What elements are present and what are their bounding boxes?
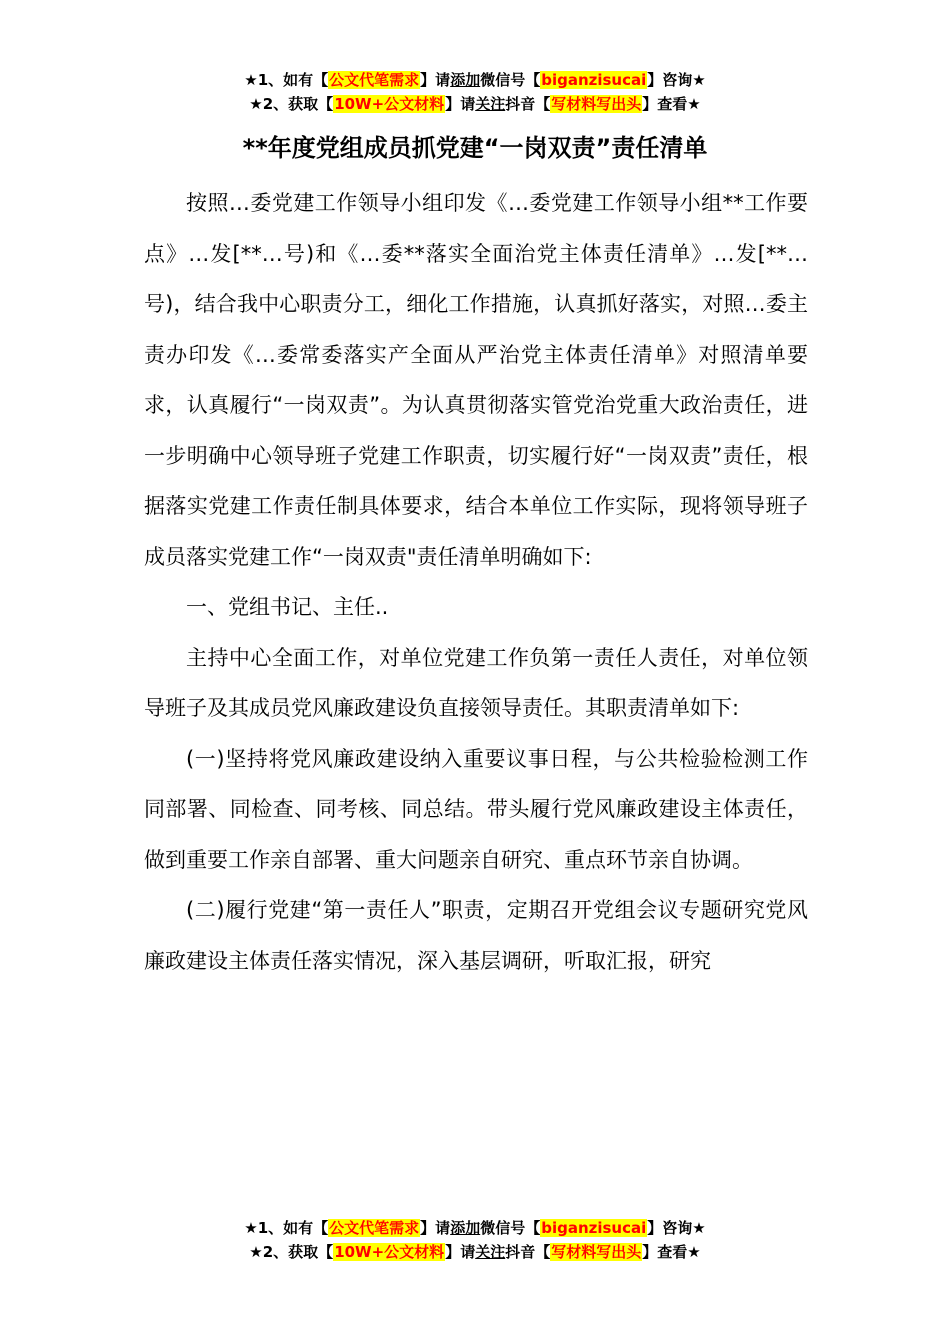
banner-text: 】咨询★ [647,71,706,89]
document-body [144,178,808,986]
banner-text: 】请 [420,71,451,89]
document-title: **年度党组成员抓党建“一岗双责”责任清单 [242,134,708,162]
banner-line-2 [0,1240,950,1264]
banner-line-2 [0,92,950,116]
banner-line-1 [0,68,950,92]
footer-banner [0,1216,950,1264]
banner-highlight: 10W+公文材料 [334,1243,445,1261]
banner-highlight: 写材料写出头 [551,95,642,113]
banner-text: 抖音【 [505,1243,551,1261]
paragraph: (一)坚持将党风廉政建设纳入重要议事日程，与公共检验检测工作同部署、同检查、同考核、同总结。带头履行党风廉政建设主体责任，做到重要工作亲自部署、重大问题亲自研究、重点环节亲自协调。 [144,746,808,872]
banner-text: 抖音【 [505,95,551,113]
banner-underline: 添加 [450,71,481,89]
banner-highlight: 公文代笔需求 [329,71,420,89]
section-heading: 一、党组书记、主任.. [186,595,389,619]
banner-text: ★2、获取【 [249,95,334,113]
banner-highlight: biganzisucai [541,1219,647,1237]
banner-text: ★2、获取【 [249,1243,334,1261]
banner-highlight: biganzisucai [541,71,647,89]
banner-text: ★1、如有【 [244,1219,329,1237]
banner-text: 微信号【 [480,71,541,89]
banner-text: 】请 [420,1219,451,1237]
banner-underline: 关注 [475,1243,506,1261]
banner-line-1 [0,1216,950,1240]
header-banner [0,68,950,116]
banner-text: 】查看★ [642,95,701,113]
banner-text: 】查看★ [642,1243,701,1261]
paragraph: (二)履行党建“第一责任人”职责，定期召开党组会议专题研究党风廉政建设主体责任落实情况，深入基层调研，听取汇报，研究 [144,898,808,973]
banner-underline: 添加 [450,1219,481,1237]
banner-text: 微信号【 [480,1219,541,1237]
banner-text: 】咨询★ [647,1219,706,1237]
banner-highlight: 公文代笔需求 [329,1219,420,1237]
banner-text: 】请 [445,95,476,113]
paragraph: 主持中心全面工作，对单位党建工作负第一责任人责任，对单位领导班子及其成员党风廉政建设负直接领导责任。其职责清单如下: [144,645,808,720]
banner-text: ★1、如有【 [244,71,329,89]
paragraph: 按照…委党建工作领导小组印发《…委党建工作领导小组**工作要点》…发[**…号)和《…委**落实全面治党主体责任清单》…发[**…号)，结合我中心职责分工，细化工作措施，认真抓好落实，对照…委主责办印发《…委常委落实产全面从严治党主体责任清单》对照清单要求，认真履行“一岗双责”。为认真贯彻落实管党治党重大政治责任，进一步明确中心领导班子党建工作职责，切实履行好“一岗双责”责任，根据落实党建工作责任制具体要求，结合本单位工作实际，现将领导班子成员落实党建工作“一岗双责"责任清单明确如下: [144,191,808,569]
banner-underline: 关注 [475,95,506,113]
banner-text: 】请 [445,1243,476,1261]
banner-highlight: 10W+公文材料 [334,95,445,113]
banner-highlight: 写材料写出头 [551,1243,642,1261]
